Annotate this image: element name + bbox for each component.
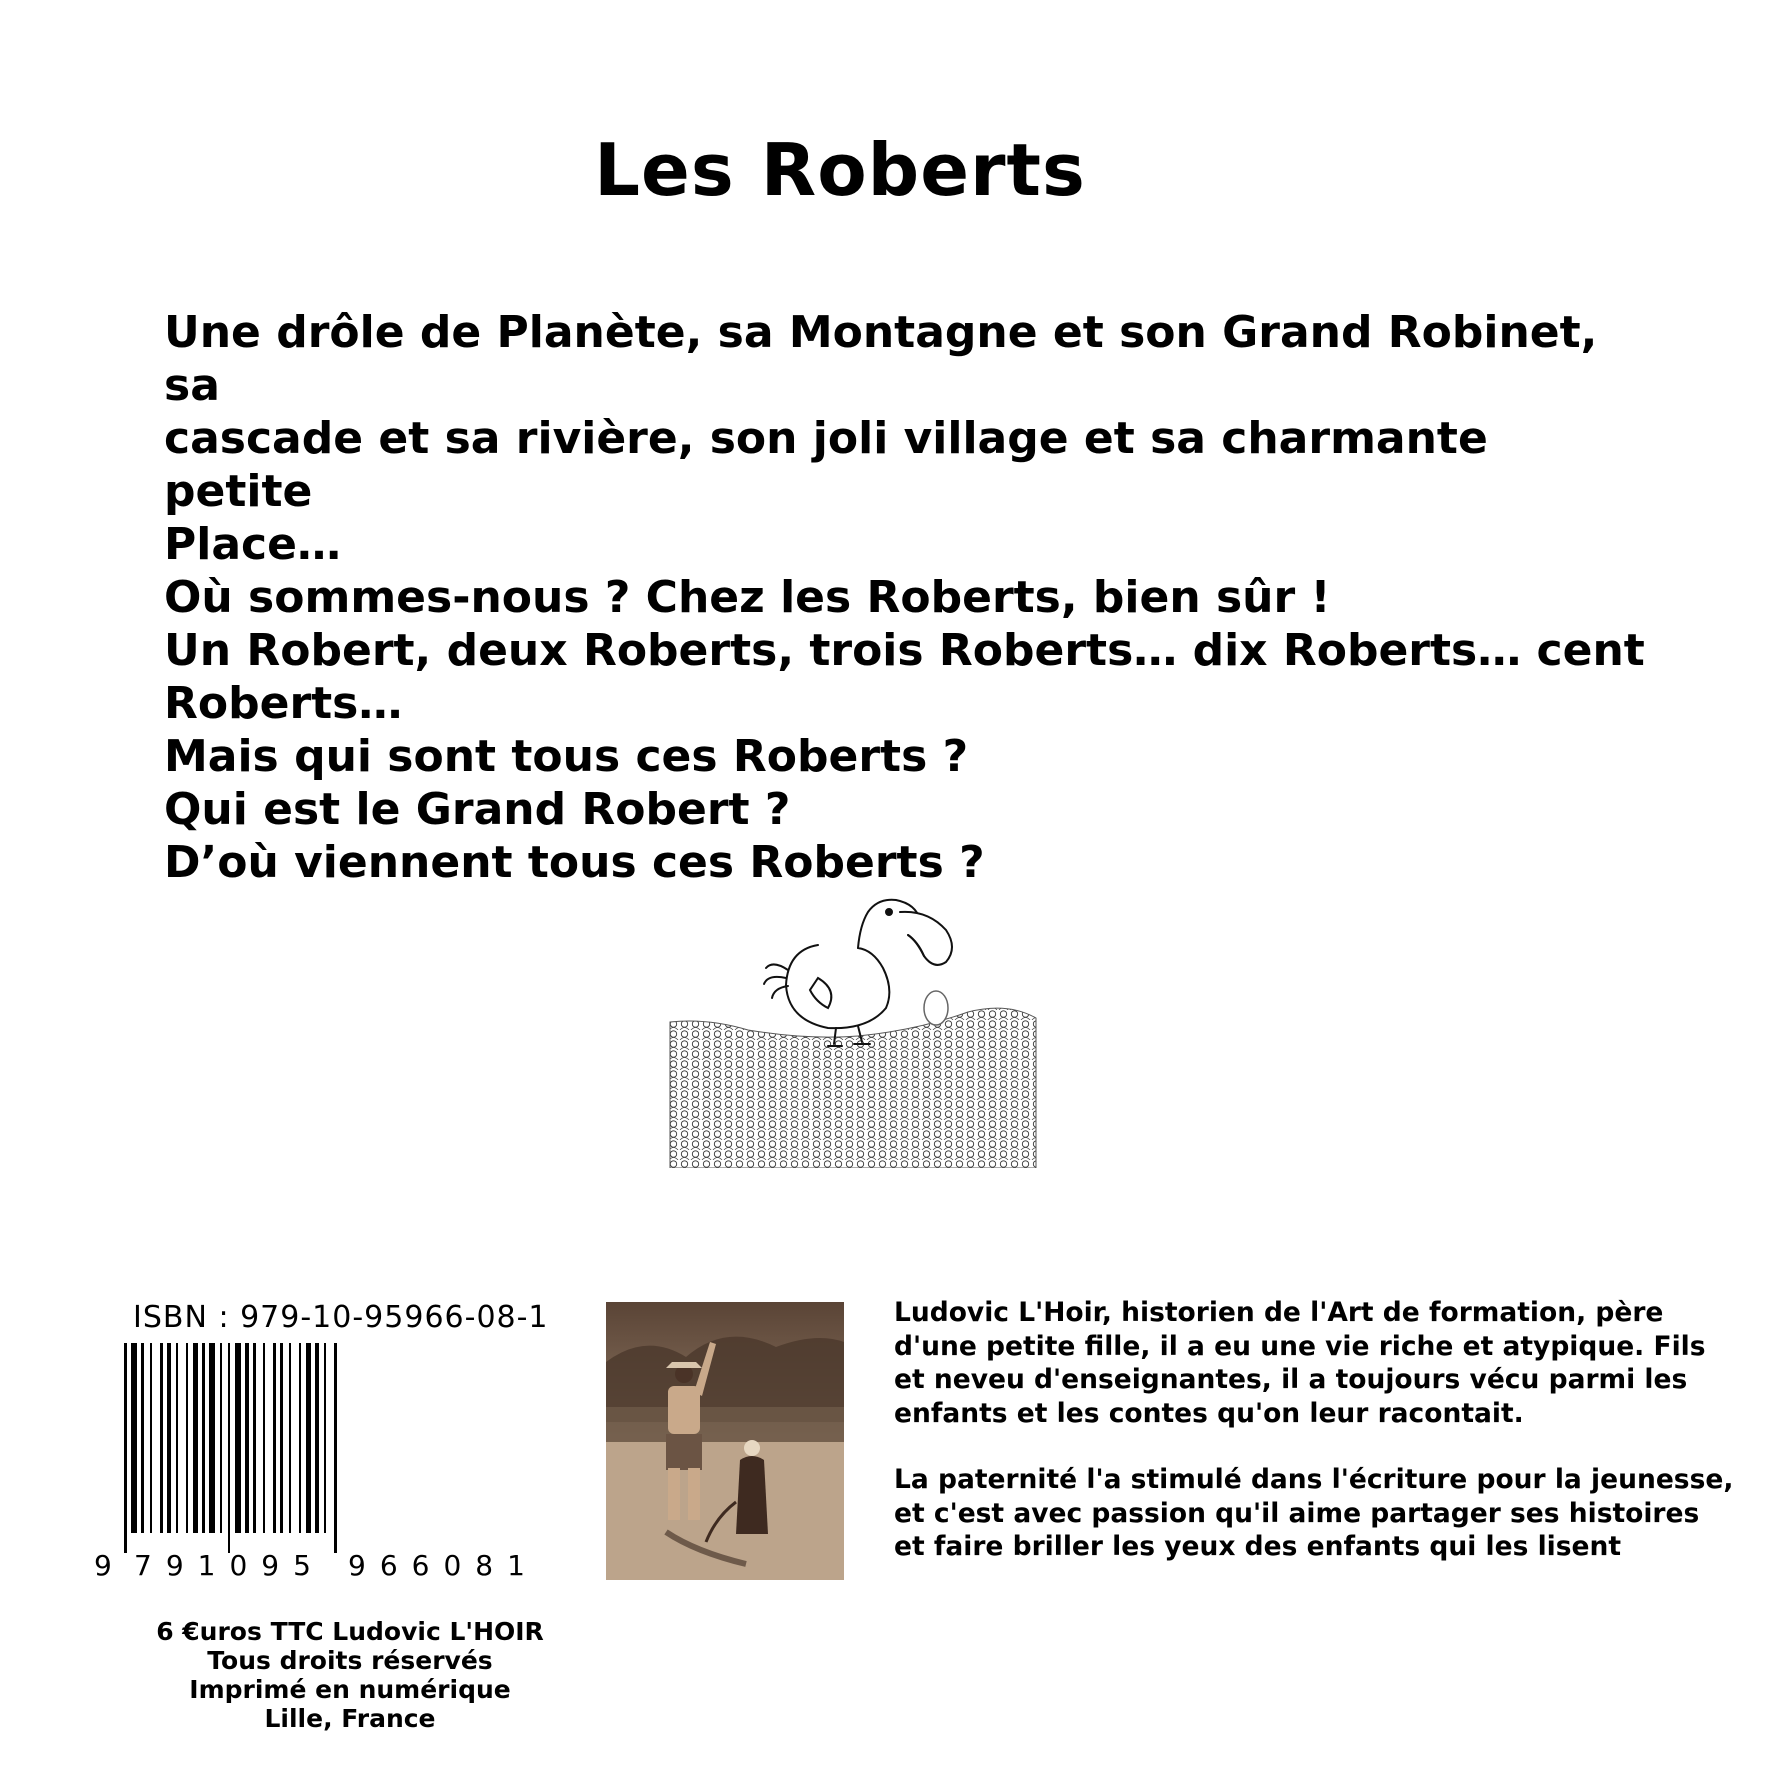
barcode-digit-first: 9	[94, 1549, 112, 1582]
barcode-bar	[176, 1343, 178, 1533]
barcode-bar	[228, 1343, 230, 1553]
barcode-bar	[253, 1343, 256, 1533]
author-bio	[894, 1296, 1734, 1597]
barcode-bar	[141, 1343, 144, 1533]
bio-paragraph: Ludovic L'Hoir, historien de l'Art de formation, père d'une petite fille, il a eu une vie riche et atypique. Fils et neveu d'enseignantes, il a toujours vécu parmi les enfants et les contes qu'on leur racontait.	[894, 1297, 1706, 1429]
dodo-bird-icon	[764, 900, 952, 1046]
blurb-line: Un Robert, deux Roberts, trois Roberts… dix Roberts… cent	[164, 625, 1645, 676]
barcode-bar	[299, 1343, 301, 1533]
barcode-bar	[160, 1343, 163, 1533]
barcode-bar	[167, 1343, 171, 1533]
barcode-bar	[273, 1343, 276, 1533]
blurb-line: Roberts…	[164, 678, 403, 729]
barcode-bar	[315, 1343, 319, 1533]
blurb-line: Qui est le Grand Robert ?	[164, 784, 791, 835]
crowd-mound	[670, 1008, 1036, 1168]
barcode-bar	[235, 1343, 241, 1533]
barcode-bar	[280, 1343, 283, 1533]
barcode-bar	[289, 1343, 291, 1533]
price-rights-block	[120, 1617, 580, 1733]
barcode-bar	[245, 1343, 249, 1533]
bio-paragraph: La paternité l'a stimulé dans l'écriture pour la jeunesse, et c'est avec passion qu'il aime partager ses histoires et faire briller les yeux des enfants qui les lisent	[894, 1464, 1734, 1562]
isbn-barcode	[86, 1343, 566, 1583]
barcode-digits-left: 791095	[134, 1549, 325, 1582]
barcode-bar	[263, 1343, 265, 1533]
author-photo	[606, 1302, 844, 1580]
barcode-bar	[220, 1343, 222, 1533]
barcode-bar	[334, 1343, 337, 1553]
barcode-digits-right: 966081	[348, 1549, 539, 1582]
egg-icon	[924, 991, 948, 1025]
barcode-bar	[209, 1343, 215, 1533]
blurb-line: Mais qui sont tous ces Roberts ?	[164, 731, 969, 782]
blurb-line: Où sommes-nous ? Chez les Roberts, bien sûr !	[164, 572, 1331, 623]
printing-line: Imprimé en numérique	[189, 1675, 511, 1704]
barcode-bar	[124, 1343, 127, 1553]
isbn-label: ISBN : 979-10-95966-08-1	[133, 1300, 549, 1335]
blurb-line: cascade et sa rivière, son joli village et sa charmante petite	[164, 413, 1519, 517]
blurb-line: Une drôle de Planète, sa Montagne et son Grand Robinet, sa	[164, 307, 1613, 411]
barcode-bar	[306, 1343, 311, 1533]
rights-line: Tous droits réservés	[207, 1646, 493, 1675]
blurb-line: Place…	[164, 519, 341, 570]
back-cover-blurb	[164, 306, 1664, 889]
barcode-bar	[202, 1343, 205, 1533]
blurb-line: D’où viennent tous ces Roberts ?	[164, 837, 985, 888]
barcode-bar	[193, 1343, 198, 1533]
dodo-bird-illustration	[668, 890, 1038, 1168]
price-line: 6 €uros TTC Ludovic L'HOIR	[156, 1617, 544, 1646]
book-title: Les Roberts	[594, 128, 1086, 212]
barcode-bar	[186, 1343, 188, 1533]
barcode-bar	[150, 1343, 152, 1533]
barcode-bar	[324, 1343, 326, 1533]
location-line: Lille, France	[264, 1704, 436, 1733]
barcode-bar	[131, 1343, 137, 1533]
